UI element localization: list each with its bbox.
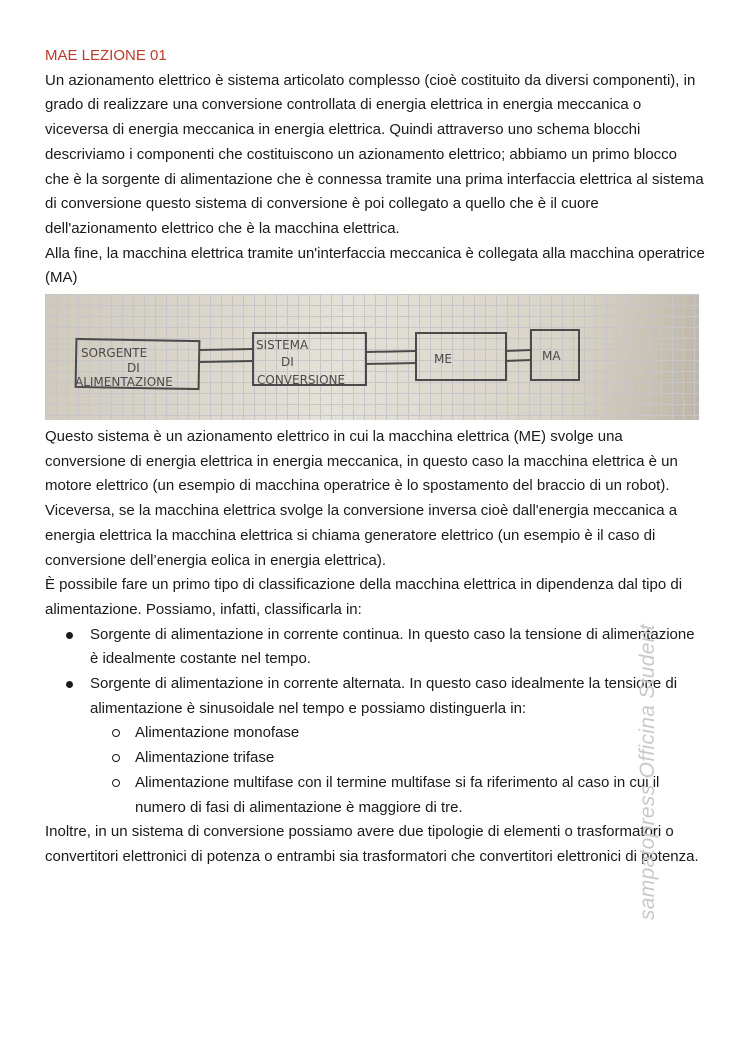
block-conversion-label-3: CONVERSIONE <box>257 373 346 388</box>
list-item-text: Sorgente di alimentazione in corrente continua. In questo caso la tensione di alimentazione è idealmente costante nel tempo. <box>90 625 695 668</box>
connector-1a <box>199 349 253 350</box>
circle-bullet-icon <box>112 779 120 787</box>
connector-3a <box>506 350 531 351</box>
block-diagram <box>45 294 699 420</box>
paragraph-conclusion: Inoltre, in un sistema di conversione possiamo avere due tipologie di elementi o trasformatori o convertitori elettronici di potenza o entrambi sia trasformatori che convertitori elettronici di potenza. <box>45 823 699 865</box>
bullet-icon <box>66 681 73 688</box>
bullet-icon <box>66 632 73 639</box>
block-conversion-label-2: DI <box>281 355 294 370</box>
connector-2a <box>366 351 416 352</box>
list-item-text: Sorgente di alimentazione in corrente alternata. In questo caso idealmente la tensione di alimentazione è sinusoidale nel tempo e possiamo distinguerla in: <box>90 675 678 717</box>
paragraph-final-link: Alla fine, la macchina elettrica tramite un'interfaccia meccanica è collegata alla macchina operatrice (MA) <box>45 244 705 287</box>
sub-list-item <box>90 721 705 746</box>
block-source-label-3: ALIMENTAZIONE <box>75 375 173 390</box>
paragraph-description: Questo sistema è un azionamento elettrico in cui la macchina elettrica (ME) svolge una conversione di energia elettrica in energia meccanica, in questo caso la macchina elettrica è un motore elettrico (un esempio di macchina operatrice è lo spostamento del braccio di un robot). Viceversa, se la macchina elettrica svolge la conversione inversa cioè dall'energia meccanica a energia elettrica la macchina elettrica si chiama generatore elettrico (un esempio è il caso di conversione dell’energia eolica in energia elettrica). <box>45 428 678 569</box>
sub-list-item-text: Alimentazione multifase con il termine multifase si fa riferimento al caso in cui il numero di fasi di alimentazione è maggiore di tre. <box>135 773 660 816</box>
circle-bullet-icon <box>112 729 120 737</box>
sub-bullet-list <box>90 721 705 820</box>
document-title: MAE LEZIONE 01 <box>45 47 167 64</box>
circle-bullet-icon <box>112 754 120 762</box>
sub-list-item <box>90 771 705 820</box>
list-item <box>45 623 705 672</box>
block-me-label: ME <box>434 352 452 367</box>
paragraph-intro: Un azionamento elettrico è sistema articolato complesso (cioè costituito da diversi componenti), in grado di realizzare una conversione controllata di energia elettrica in energia meccanica o viceversa di energia meccanica in energia elettrica. Quindi attraverso uno schema blocchi descriviamo i componenti che costituiscono un azionamento elettrico; abbiamo un primo blocco che è la sorgente di alimentazione che è connessa tramite una prima interfaccia elettrica al sistema di conversione questo sistema di conversione è poi collegato a quello che è il cuore dell'azionamento elettrico che è la macchina elettrica. <box>45 71 704 237</box>
block-me <box>416 333 506 380</box>
watermark: sampatopress Officina Student <box>636 624 659 920</box>
block-ma-label: MA <box>542 349 561 364</box>
connector-3b <box>506 360 531 361</box>
sub-list-item-text: Alimentazione trifase <box>135 749 275 767</box>
sub-list-item <box>90 746 705 771</box>
bullet-list <box>45 623 705 821</box>
connector-2b <box>366 363 416 364</box>
block-conversion-label-1: SISTEMA <box>256 338 309 353</box>
paragraph-classification: È possibile fare un primo tipo di classificazione della macchina elettrica in dipendenza dal tipo di alimentazione. Possiamo, infatti, classificarla in: <box>45 576 683 618</box>
block-diagram-photo <box>45 294 699 420</box>
block-source-label-1: SORGENTE <box>81 346 148 361</box>
connector-1b <box>199 361 253 362</box>
sub-list-item-text: Alimentazione monofase <box>135 724 300 742</box>
list-item <box>45 672 705 820</box>
document-page <box>45 44 705 870</box>
block-source-label-2: DI <box>127 361 140 376</box>
